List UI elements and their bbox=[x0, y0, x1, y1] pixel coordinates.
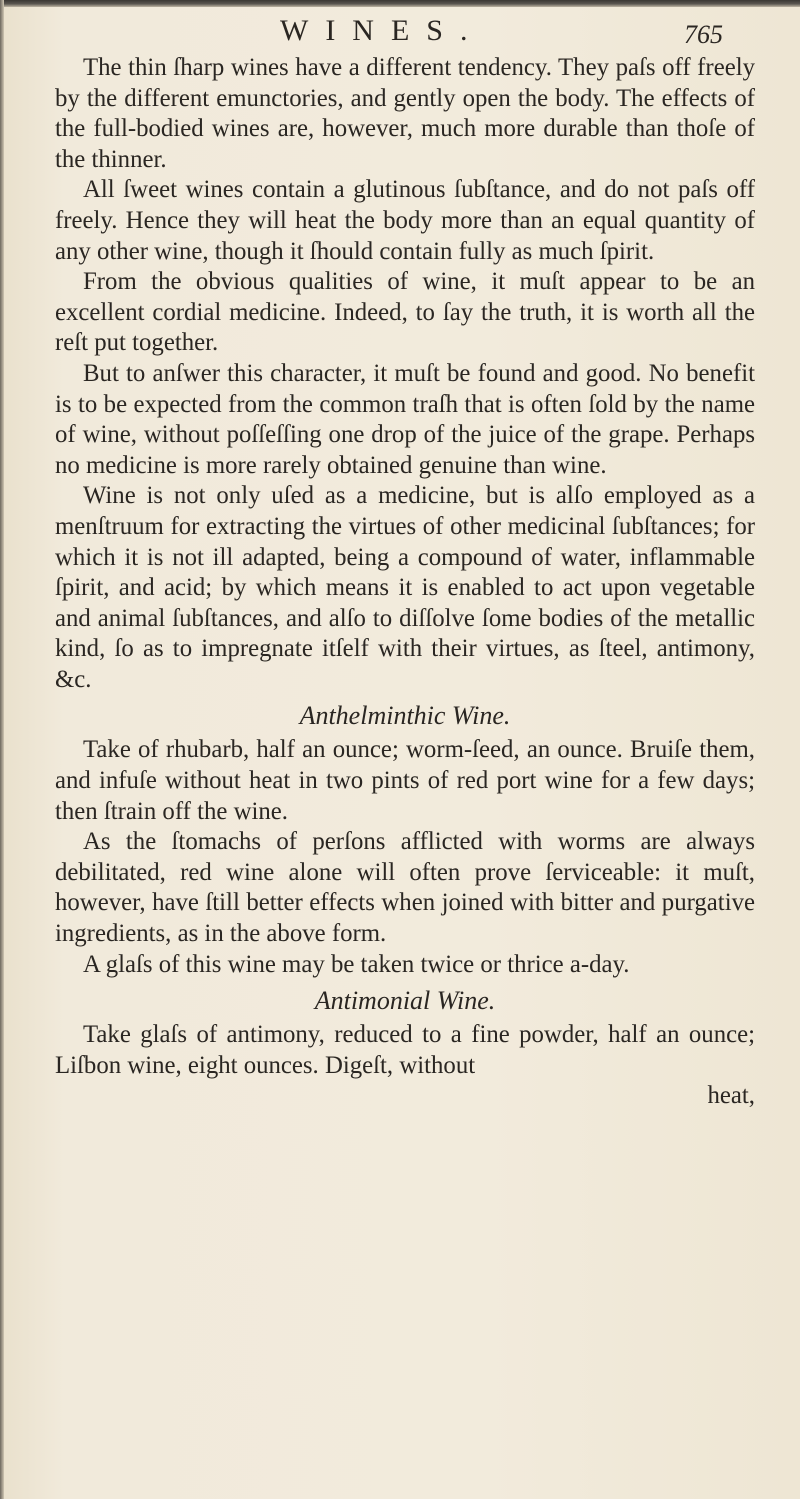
paragraph-worms: As the ſtomachs of perſons afflicted with worms are always debilitated, red wine alone will often prove ſerviceable: it muſt, however, have ſtill better effects when joined with bitter and purgative ingredients, as in the above form. bbox=[55, 828, 755, 948]
page-number: 765 bbox=[684, 20, 723, 49]
paragraph-thin-wines: The thin ſharp wines have a different tendency. They paſs off freely by the different emunctories, and gently open the body. The effects of the full-bodied wines are, however, much more durable than thoſe of the thinner. bbox=[55, 54, 755, 173]
page-left-edge bbox=[0, 0, 4, 1499]
page-header bbox=[0, 8, 800, 58]
paragraph-dosage: A glaſs of this wine may be taken twice or thrice a-day. bbox=[83, 950, 630, 978]
paragraph-anthelminthic-recipe: Take of rhubarb, half an ounce; worm-ſeed, an ounce. Bruiſe them, and infuſe without heat in two pints of red port wine for a few days; then ſtrain off the wine. bbox=[55, 736, 755, 825]
paragraph-sweet-wines: All ſweet wines contain a glutinous ſubſtance, and do not paſs off freely. Hence they will heat the body more than an equal quantity of any other wine, though it ſhould contain fully as much ſpirit. bbox=[55, 176, 755, 265]
page-top-edge bbox=[0, 0, 800, 7]
heading-anthelminthic-wine: Anthelminthic Wine. bbox=[299, 701, 511, 731]
paragraph-menstruum: Wine is not only uſed as a medicine, but is alſo employed as a menſtruum for extracting the virtues of other medicinal ſubſtances; for which it is not ill adapted, being a compound of water, inflammable ſpirit, and acid; by which means it is enabled to act upon vegetable and animal ſubſtances, and alſo to diſſolve ſome bodies of the metallic kind, ſo as to impregnate itſelf with their virtues, as ſteel, antimony, &c. bbox=[55, 482, 755, 693]
page-body bbox=[55, 53, 755, 1112]
paragraph-antimonial-recipe: Take glaſs of antimony, reduced to a fine powder, half an ounce; Liſbon wine, eight ounces. Digeſt, without bbox=[55, 1021, 755, 1079]
catchword: heat, bbox=[707, 1082, 755, 1110]
paragraph-genuine-wine: But to anſwer this character, it muſt be found and good. No benefit is to be expected from the common traſh that is often ſold by the name of wine, without poſſeſſing one drop of the juice of the grape. Perhaps no medicine is more rarely obtained genuine than wine. bbox=[55, 359, 755, 479]
running-title: WINES. bbox=[280, 14, 485, 47]
paragraph-cordial: From the obvious qualities of wine, it muſt appear to be an excellent cordial medicine. Indeed, to ſay the truth, it is worth all the reſt put together. bbox=[55, 268, 755, 357]
heading-antimonial-wine: Antimonial Wine. bbox=[314, 986, 496, 1016]
